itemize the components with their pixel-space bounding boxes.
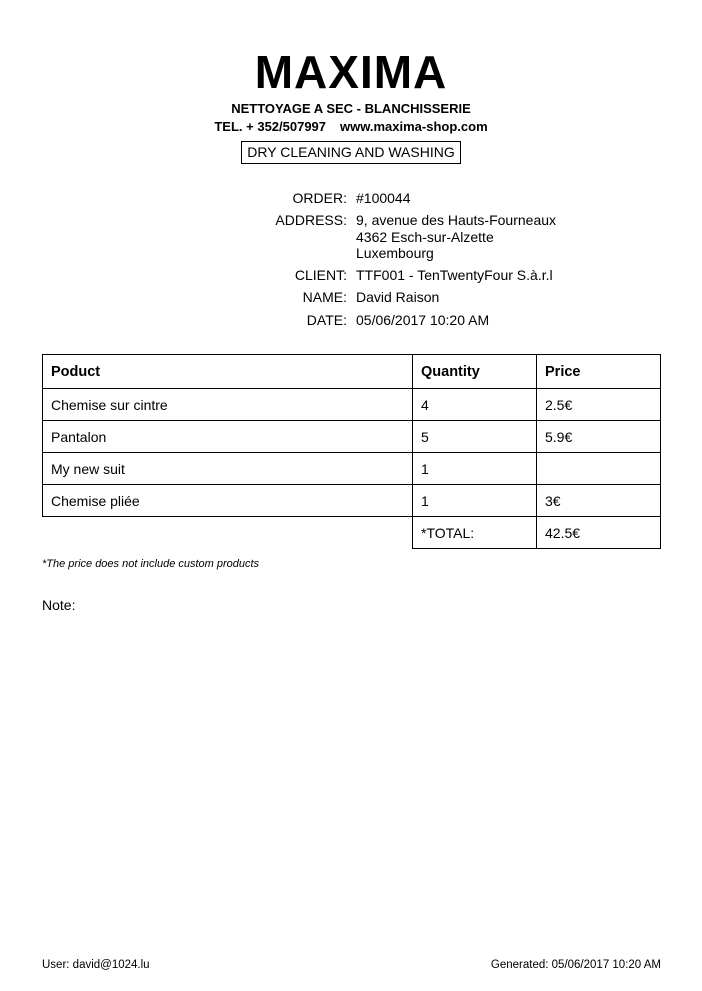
address-line: 4362 Esch-sur-Alzette [356,228,494,245]
client-value: TTF001 - TenTwentyFour S.à.r.l [356,267,553,283]
price-cell: 3€ [537,485,661,517]
order-label: ORDER: [292,190,347,206]
column-header-product: Poduct [43,355,413,389]
note-label: Note: [42,597,76,613]
footer-user: User: david@1024.lu [42,959,150,971]
quantity-cell: 1 [413,485,537,517]
column-header-price: Price [537,355,661,389]
service-badge: DRY CLEANING AND WASHING [241,141,460,164]
quantity-cell: 5 [413,421,537,453]
total-value: 42.5€ [537,517,661,549]
name-value: David Raison [356,289,440,305]
table-row [43,485,661,517]
product-cell: Chemise sur cintre [43,389,413,421]
table-row [43,389,661,421]
website-link[interactable]: www.maxima-shop.com [340,119,488,134]
address-value [356,212,556,262]
table-row [43,421,661,453]
contact-line [0,118,702,136]
date-label: DATE: [306,312,347,328]
phone-number: TEL. + 352/507997 [214,119,327,134]
tagline: NETTOYAGE A SEC - BLANCHISSERIE [231,101,471,116]
address-line: Luxembourg [356,245,434,261]
quantity-cell: 4 [413,389,537,421]
table-row [43,453,661,485]
total-row [43,517,661,549]
price-cell [537,453,661,485]
name-label: NAME: [302,289,347,305]
order-number: #100044 [356,190,411,206]
brand-title: MAXIMA [254,46,448,98]
product-cell: My new suit [43,453,413,485]
footer-generated: Generated: 05/06/2017 10:20 AM [490,959,661,971]
total-label: *TOTAL: [413,517,537,549]
table-header-row [43,355,661,389]
empty-cell [43,517,413,549]
address-label: ADDRESS: [275,212,347,228]
client-label: CLIENT: [294,267,347,283]
column-header-quantity: Quantity [413,355,537,389]
address-line: 9, avenue des Hauts-Fourneaux [356,212,557,228]
date-value: 05/06/2017 10:20 AM [356,312,490,328]
quantity-cell: 1 [413,453,537,485]
product-cell: Pantalon [43,421,413,453]
items-table [42,354,661,549]
price-cell: 5.9€ [537,421,661,453]
price-cell: 2.5€ [537,389,661,421]
price-disclaimer: *The price does not include custom products [42,558,260,570]
product-cell: Chemise pliée [43,485,413,517]
